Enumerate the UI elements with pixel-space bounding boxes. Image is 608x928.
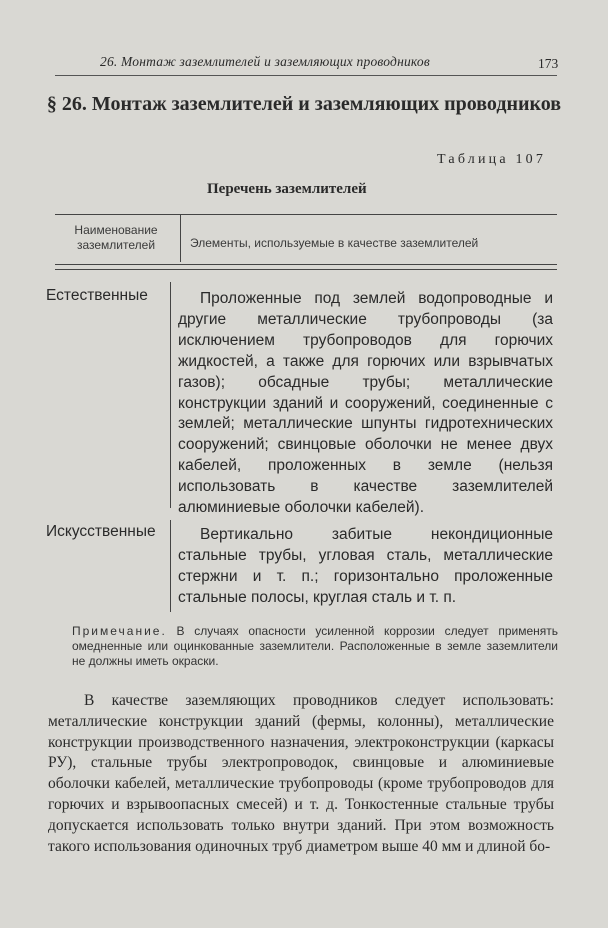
section-title: § 26. Монтаж заземлителей и заземляющих проводников — [46, 93, 562, 115]
page-number: 173 — [538, 56, 559, 71]
table-header-rule-2 — [55, 269, 557, 270]
body-paragraph — [48, 691, 554, 857]
body-paragraph-text: В качестве заземляющих проводников следует использовать: металлические конструкции зданий (фермы, колонны), металлические конструкции производственного назначения, электроконструкции (каркасы РУ), стальные трубы электропроводок, свинцовые и алюминиевые оболочки кабелей, металлические трубопроводы (кроме трубопроводов для горючих и взрывоопасных смесей) и т. д. Тонкостенные стальные трубы допускается использовать только внутри зданий. При этом возможность такого использования одиночных труб диаметром выше 40 мм и длиной бо- — [48, 692, 554, 855]
table-header-rule — [55, 264, 557, 265]
table-caption: Перечень заземлителей — [207, 181, 367, 197]
note-label: Примечание. — [72, 624, 167, 638]
row-divider-2 — [170, 520, 171, 612]
table-header-name: Наименование заземлителей — [74, 223, 158, 252]
table-note — [72, 624, 558, 669]
row-divider-1 — [170, 282, 171, 508]
note-text: В случаях опасности усиленной коррозии следует применять омедненные или оцинкованные заземлители. Расположенные в земле заземлители не должны иметь окраски. — [72, 624, 558, 668]
running-head: 26. Монтаж заземлителей и заземляющих проводников — [100, 54, 430, 69]
row-elements-artificial: Вертикально забитые некондиционные стальные трубы, угловая сталь, металлические стержни и т. п.; горизонтально проложенные стальные полосы, круглая сталь и т. п. — [178, 526, 553, 606]
row-elements-natural: Проложенные под землей водопроводные и другие металлические трубопроводы (за исключением трубопроводов для горючих жидкостей, а также для горючих или взрывчатых газов); обсадные трубы; металлические конструкции зданий и сооружений, соединенные с землей; металлические шпунты гидротехнических сооружений; свинцовые оболочки не менее двух кабелей, проложенных в земле (нельзя использовать в качестве заземлителей алюминиевые оболочки кабелей). — [178, 290, 553, 517]
header-divider — [180, 214, 181, 262]
row-name-natural: Естественные — [46, 287, 148, 304]
header-rule — [55, 75, 557, 76]
row-name-artificial: Искусственные — [46, 523, 156, 540]
table-header-elements: Элементы, используемые в качестве заземлителей — [190, 236, 479, 250]
table-label: Таблица 107 — [437, 152, 547, 167]
table-top-rule — [55, 214, 557, 215]
